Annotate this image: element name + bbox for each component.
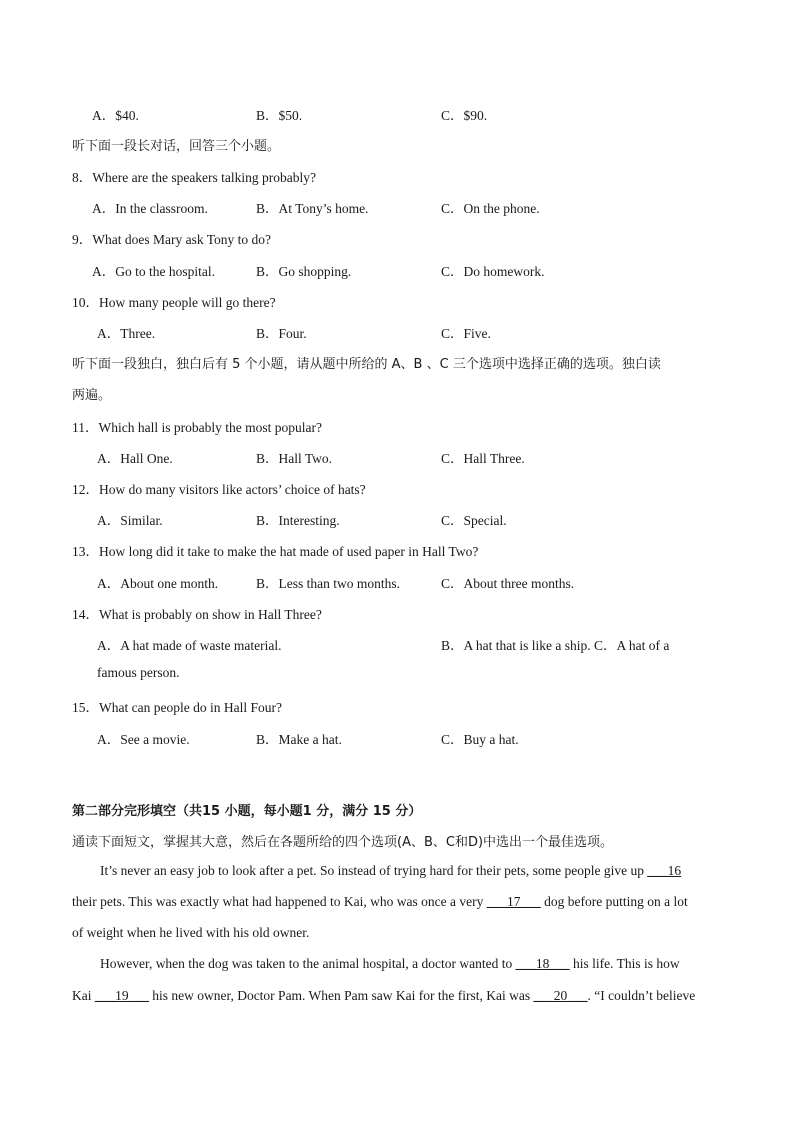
q7-option-a: A．$40.	[92, 108, 139, 123]
passage-text: his new owner, Doctor Pam. When Pam saw Kai for the first, Kai was	[152, 988, 531, 1003]
passage-text: dog before putting on a lot	[544, 894, 688, 909]
passage-text: . “I couldn’t believe	[587, 988, 696, 1003]
q11-option-a: A．Hall One.	[97, 451, 173, 466]
q15-option-b: B．Make a hat.	[256, 732, 342, 747]
passage-p1-line1	[100, 863, 750, 879]
q13-option-a: A．About one month.	[97, 576, 219, 591]
q14-option-a: A．A hat made of waste material.	[97, 638, 282, 653]
blank-19: ___19___	[94, 988, 149, 1003]
part2-heading: 第二部分完形填空（共15 小题，每小题1 分，满分 15 分）	[72, 804, 422, 819]
passage-text: his life. This is how	[572, 956, 680, 971]
passage-text: their pets. This was exactly what had happened to Kai, who was once a very	[72, 894, 484, 909]
q12-option-b: B．Interesting.	[256, 513, 340, 528]
passage-p1-line3: of weight when he lived with his old owner.	[72, 925, 310, 940]
q12-option-a: A．Similar.	[97, 513, 163, 528]
question-11: 11．Which hall is probably the most popular?	[72, 420, 322, 435]
q11-option-b: B．Hall Two.	[256, 451, 333, 466]
section-monologue-instruction-line2: 两遍。	[72, 388, 112, 403]
passage-text: It’s never an easy job to look after a pet. So instead of trying hard for their pets, some people give up	[100, 863, 644, 878]
q15-option-c: C．Buy a hat.	[441, 732, 519, 747]
blank-17: ___17___	[486, 894, 541, 909]
q7-option-c: C．$90.	[441, 108, 488, 123]
q9-option-c: C．Do homework.	[441, 264, 545, 279]
question-14: 14．What is probably on show in Hall Three?	[72, 607, 322, 622]
part2-instruction: 通读下面短文，掌握其大意，然后在各题所给的四个选项(A、B、C和D)中选出一个最佳选项。	[72, 835, 614, 850]
passage-p2-line2	[72, 988, 722, 1004]
blank-18: ___18___	[515, 956, 570, 971]
q11-option-c: C．Hall Three.	[441, 451, 525, 466]
section-monologue-instruction-line1: 听下面一段独白，独白后有 5 个小题，请从题中所给的 A、B 、C 三个选项中选择正确的选项。独白读	[72, 357, 661, 372]
passage-text: However, when the dog was taken to the animal hospital, a doctor wanted to	[100, 956, 513, 971]
question-12: 12．How do many visitors like actors’ choice of hats?	[72, 482, 366, 497]
q15-option-a: A．See a movie.	[97, 732, 190, 747]
q9-option-a: A．Go to the hospital.	[92, 264, 215, 279]
q14-option-bc: B．A hat that is like a ship. C．A hat of a	[441, 638, 670, 653]
q13-option-b: B．Less than two months.	[256, 576, 400, 591]
question-10: 10．How many people will go there?	[72, 295, 276, 310]
passage-p2-line1	[100, 956, 750, 972]
q8-option-a: A．In the classroom.	[92, 201, 208, 216]
q8-option-c: C．On the phone.	[441, 201, 540, 216]
section-long-dialog-instruction: 听下面一段长对话，回答三个小题。	[72, 139, 281, 154]
q13-option-c: C．About three months.	[441, 576, 575, 591]
question-8: 8．Where are the speakers talking probably?	[72, 170, 317, 185]
blank-20: ___20___	[533, 988, 588, 1003]
blank-16: ___16	[647, 863, 682, 878]
q14-option-c-continued: famous person.	[97, 665, 180, 680]
q10-option-c: C．Five.	[441, 326, 491, 341]
q12-option-c: C．Special.	[441, 513, 507, 528]
passage-text: Kai	[72, 988, 92, 1003]
q10-option-b: B．Four.	[256, 326, 307, 341]
question-13: 13．How long did it take to make the hat made of used paper in Hall Two?	[72, 544, 479, 559]
question-15: 15．What can people do in Hall Four?	[72, 700, 282, 715]
q8-option-b: B．At Tony’s home.	[256, 201, 369, 216]
question-9: 9．What does Mary ask Tony to do?	[72, 232, 272, 247]
passage-p1-line2	[72, 894, 722, 910]
q9-option-b: B．Go shopping.	[256, 264, 352, 279]
q10-option-a: A．Three.	[97, 326, 156, 341]
q7-option-b: B．$50.	[256, 108, 303, 123]
